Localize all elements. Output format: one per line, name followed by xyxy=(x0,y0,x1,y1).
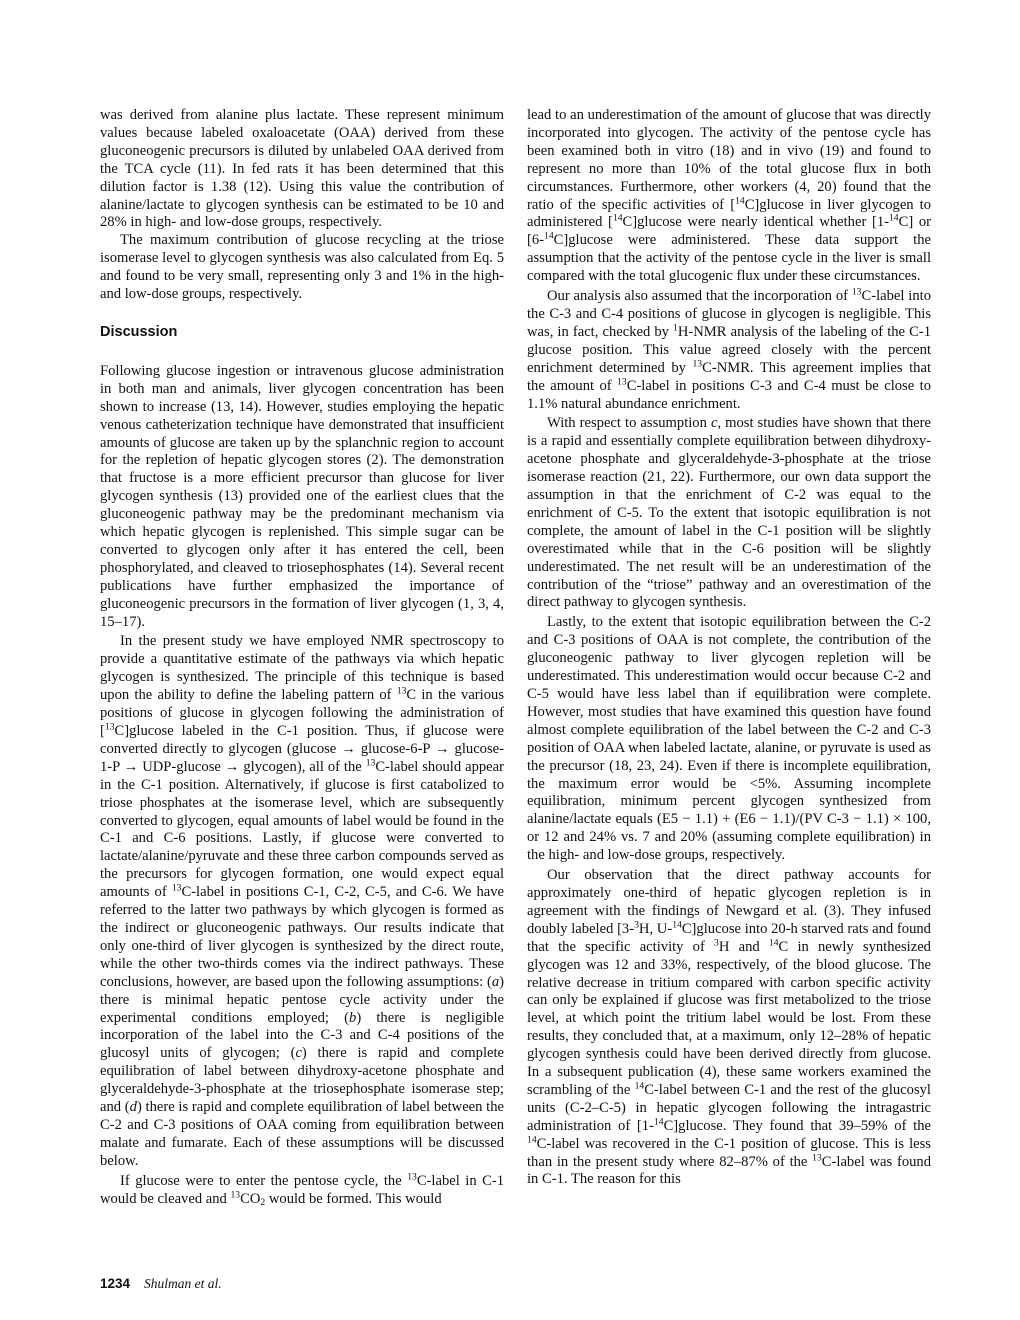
paragraph: Lastly, to the extent that isotopic equilibration between the C-2 and C-3 positions of OAA is not complete, the contribution of the gluconeogenic pathway to liver glycogen repletion will be underestimated. This underestimation would occur because C-2 and C-5 would have less label than if equilibration were complete. However, most studies that have examined this question have found almost complete equilibration of the label between the C-2 and C-3 position of OAA when labeled lactate, alanine, or pyruvate is used as the precursor (18, 23, 24). Even if there is incomplete equilibration, the maximum error would be <5%. Assuming incomplete equilibration, minimum percent glycogen synthesized from alanine/lactate equals (E5 − 1.1) + (E6 − 1.1)/(PV C-3 − 1.1) × 100, or 12 and 24% vs. 7 and 20% (assuming complete equilibration) in the high- and low-dose groups, respectively. xyxy=(527,614,931,864)
paragraph: lead to an underestimation of the amount of glucose that was directly incorporated into glycogen. The activity of the pentose cycle has been examined both in vitro (18) and in vivo (19) and found to represent no more than 10% of the total glucose flux in both circumstances. Furthermore, other workers (4, 20) found that the ratio of the specific activities of [$^{14}$C]glucose in liver glycogen to administered [$^{14}$C]glucose were nearly identical whether [1-$^{14}$C] or [6-$^{14}$C]glucose were administered. These data support the assumption that the activity of the pentose cycle in the liver is small compared with the total glucogenic flux under these circumstances. xyxy=(527,107,932,285)
paragraph: In the present study we have employed NMR spectroscopy to provide a quantitative estimate of the pathways via which hepatic glycogen is synthesized. The principle of this technique is based upon the ability to define the labeling pattern of $^{13}$C in the various positions of glucose in glycogen following the administration of [$^{13}$C]glucose labeled in the C-1 position. Thus, if glucose were converted directly to glycogen (glucose → glucose-6-P → glucose-1-P → UDP-glucose → glycogen), all of the $^{13}$C-label should appear in the C-1 position. Alternatively, if glucose is first catabolized to triose phosphates at the isomerase level, which are subsequently converted to glycogen, equal amounts of label would be found in the C-1 and C-6 positions. Lastly, if glucose were converted to lactate/alanine/pyruvate and these three carbon compounds served as the precursors for glycogen formation, one would expect equal amounts of $^{13}$C-label in positions C-1, C-2, C-5, and C-6. We have referred to the latter two pathways by which glycogen is formed as the indirect or gluconeogenic pathways. Our results indicate that only one-third of liver glycogen is synthesized by the direct route, while the other two-thirds comes via the indirect pathways. These conclusions, however, are based upon the following assumptions: (a) there is minimal hepatic pentose cycle activity under the experimental conditions employed; (b) there is negligible incorporation of the label into the C-3 and C-4 positions of the glucosyl units of glycogen; (c) there is rapid and complete equilibration of label between dihydroxy-acetone phosphate and glyceraldehyde-3-phosphate at the triosephosphate isomerase step; and (d) there is rapid and complete equilibration of label between the C-2 and C-3 positions of OAA coming from equilibration between malate and fumarate. Each of these assumptions will be discussed below. xyxy=(100,633,505,1169)
paragraph: With respect to assumption c, most studies have shown that there is a rapid and essentially complete equilibration between dihydroxy-acetone phosphate and glyceraldehyde-3-phosphate at the triose isomerase reaction (21, 22). Furthermore, our own data support the assumption in that the enrichment of C-2 was equal to the enrichment of C-5. To the extent that isotopic equilibration is not complete, the amount of label in the C-1 position will be slightly overestimated while that in the C-6 position will be slightly underestimated. The net result will be an underestimation of the contribution of the “triose” pathway and an overestimation of the direct pathway to glycogen synthesis. xyxy=(527,415,931,611)
paragraph: Our observation that the direct pathway accounts for approximately one-third of hepatic glycogen repletion is in agreement with the findings of Newgard et al. (3). They infused doubly labeled [3-$^3$H, U-$^{14}$C]glucose into 20-h starved rats and found that the specific activity of $^3$H and $^{14}$C in newly synthesized glycogen was 12 and 33%, respectively, of the blood glucose. The relative decrease in tritium compared with carbon specific activity can only be explained if glucose was first metabolized to the triose level, at which point the tritium label would be lost. From these results, they concluded that, at a maximum, only 12–28% of hepatic glycogen synthesis could have been derived directly from glucose. In a subsequent publication (4), these same workers examined the scrambling of the $^{14}$C-label between C-1 and the rest of the glucosyl units (C-2–C-5) in hepatic glycogen following the intragastric administration of [1-$^{14}$C]glucose. They found that 39–59% of the $^{14}$C-label was recovered in the C-1 position of glucose. This is less than in the present study where 82–87% of the $^{13}$C-label was found in C-1. The reason for this xyxy=(527,867,932,1188)
paragraph: The maximum contribution of glucose recycling at the triose isomerase level to glycogen synthesis was also calculated from Eq. 5 and found to be very small, representing only 3 and 1% in the high- and low-dose groups, respectively. xyxy=(100,232,504,303)
paragraph: Our analysis also assumed that the incorporation of $^{13}$C-label into the C-3 and C-4 positions of glucose in glycogen is negligible. This was, in fact, checked by $^1$H-NMR analysis of the labeling of the C-1 glucose position. This value agreed closely with the percent enrichment determined by $^{13}$C-NMR. This agreement implies that the amount of $^{13}$C-label in positions C-3 and C-4 must be close to 1.1% natural abundance enrichment. xyxy=(527,286,932,412)
left-column xyxy=(100,107,504,1208)
right-column xyxy=(527,107,931,1189)
section-heading: Discussion xyxy=(100,323,178,340)
paragraph: If glucose were to enter the pentose cycle, the $^{13}$C-label in C-1 would be cleaved and $^{13}CO_2$ would be formed. This would xyxy=(100,1171,504,1208)
page-number: 1234 xyxy=(100,1276,131,1291)
page-footer xyxy=(100,1276,222,1292)
running-head: Shulman et al. xyxy=(144,1276,222,1291)
paragraph: was derived from alanine plus lactate. These represent minimum values because labeled oxaloacetate (OAA) derived from these gluconeogenic precursors is diluted by unlabeled OAA derived from the TCA cycle (11). In fed rats it has been determined that this dilution factor is 1.38 (12). Using this value the contribution of alanine/lactate to glycogen synthesis can be estimated to be 10 and 28% in high- and low-dose groups, respectively. xyxy=(100,107,504,231)
paragraph: Following glucose ingestion or intravenous glucose administration in both man and animals, liver glycogen concentration has been shown to increase (13, 14). However, studies employing the hepatic venous catheterization technique have demonstrated that insufficient amounts of glucose are taken up by the splanchnic region to account for the repletion of hepatic glycogen stores (2). The demonstration that fructose is a more efficient precursor than glucose for liver glycogen synthesis (13) provided one of the earliest clues that the gluconeogenic pathway may be the predominant mechanism via which hepatic glycogen is replenished. This simple sugar can be converted to glycogen only after it has entered the cell, been phosphorylated, and cleaved to triosephosphates (14). Several recent publications have further emphasized the importance of gluconeogenic precursors in the formation of liver glycogen (1, 3, 4, 15–17). xyxy=(100,362,504,630)
